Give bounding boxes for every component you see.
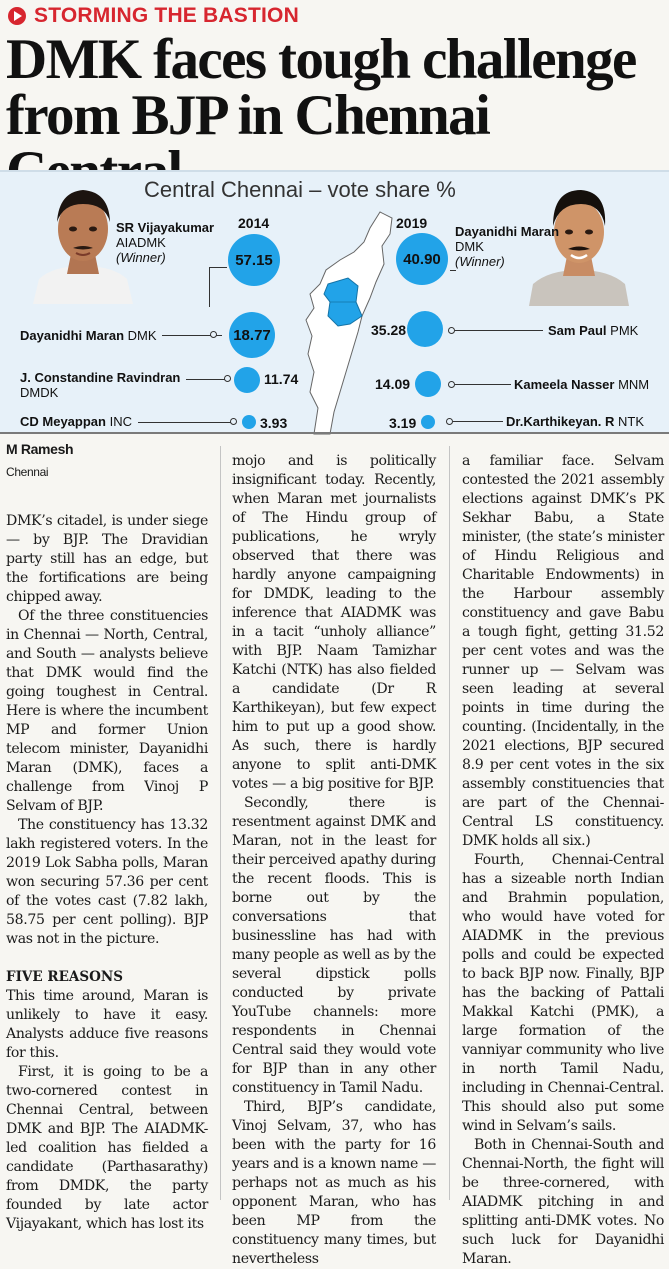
cand-2019-4: Dr.Karthikeyan. R NTK	[506, 414, 644, 429]
year-2014-label: 2014	[238, 215, 270, 231]
play-arrow-icon	[8, 7, 26, 25]
vote-share-graphic	[0, 170, 669, 432]
article-column-1	[6, 441, 208, 1234]
paragraph: Of the three constituencies in Chennai — North, Central, and South — analysts believe that DMK would find the going toughest in Central. Here is where the incumbent MP and former Union telecom minister, Dayanidhi Maran (DMK), faces a challenge from Vinoj P Selvam of BJP.	[6, 608, 208, 814]
year-2019-label: 2019	[396, 215, 428, 231]
paragraph: DMK’s citadel, is under siege — by BJP. The Dravidian party still has an edge, but the fortifications are being chipped away.	[6, 513, 208, 605]
subhead: FIVE REASONS	[6, 969, 123, 985]
bubble-2019-maran: 40.90	[396, 233, 448, 285]
kicker-text: STORMING THE BASTION	[34, 4, 299, 27]
bubble-2019-kameela	[415, 371, 441, 397]
paragraph: First, it is going to be a two-cornered contest in Chennai Central, between DMK and BJP. The AIADMK-led coalition has fielded a candidate (Parthasarathy) from DMDK, the party founded by late actor Vijayakant, which has lost its	[6, 1064, 208, 1232]
bubble-2019-karthikeyan	[421, 415, 435, 429]
section-rule	[0, 432, 669, 434]
cand-2019-1: Dayanidhi Maran DMK (Winner)	[455, 224, 560, 269]
paragraph: a familiar face. Selvam contested the 2021 assembly elections against DMK’s PK Sekhar Babu, a State minister, (the state’s minister of Hindu Religious and Charitable Endowments) in the Harbour assembly constituency and gave Babu a tough fight, getting 31.52 per cent votes and was the runner up — Selvam was seen leading at several points in time during the counting. (Incidentally, in the 2021 elections, BJP secured 8.9 per cent votes in the six assembly constituencies that are part of the Chennai-Central LS constituency. DMK holds all six.)	[462, 453, 664, 849]
cand-2014-4: CD Meyappan INC	[20, 414, 132, 429]
headline: DMK faces tough challenge from BJP in Chennai	[6, 28, 636, 147]
bubble-2014-vijayakumar: 57.15	[228, 234, 280, 286]
paragraph: Secondly, there is resentment against DMK and Maran, not in the least for their perceived apathy during the recent floods. This is borne out by the conversations that businessline has had with many people as well as by the several dipstick polls conducted by private YouTube channels: more respondents in Chennai Central said they would vote for BJP than in any other constituency in Tamil Nadu.	[232, 795, 437, 1096]
byline: M Ramesh	[6, 441, 74, 457]
paragraph: This time around, Maran is unlikely to have it easy. Analysts adduce five reasons for this.	[6, 988, 208, 1061]
value-2014-ravindran: 11.74	[264, 371, 299, 387]
paragraph: Fourth, Chennai-Central has a sizeable north Indian and Brahmin population, who would have voted for AIADMK in the previous polls and could be expected to back BJP now. Finally, BJP has the backing of Pattali Makkal Katchi (PMK), a large formation of the vanniyar community who live in north Tamil Nadu, including in Chennai-Central. This should also put some wind in Selvam’s sails.	[462, 852, 664, 1134]
value-2019-kameela: 14.09	[375, 376, 411, 392]
article-column-2	[232, 452, 436, 1269]
bubble-2014-ravindran	[234, 367, 260, 393]
value-2014-meyappan: 3.93	[260, 415, 288, 431]
column-divider	[220, 446, 221, 1200]
cand-2014-3: J. Constandine Ravindran DMDK	[20, 370, 181, 400]
bubble-2019-sampaul	[407, 311, 443, 347]
cand-2014-1: SR Vijayakumar AIADMK (Winner)	[116, 220, 215, 265]
paragraph: Third, BJP’s candidate, Vinoj Selvam, 37, who has been with the party for 16 years and is a known name — perhaps not as much as his opponent Maran, who has been MP from the constituency many times, but nevertheless	[232, 1099, 436, 1267]
value-2019-sampaul: 35.28	[371, 322, 407, 338]
cand-2014-2: Dayanidhi Maran DMK	[20, 328, 157, 343]
cand-2019-3: Kameela Nasser MNM	[514, 377, 650, 392]
article-column-3	[462, 452, 664, 1269]
column-divider	[449, 446, 450, 1200]
graphic-title: Central Chennai – vote share %	[144, 177, 456, 202]
cand-2019-2: Sam Paul PMK	[548, 323, 639, 338]
value-2019-karthikeyan: 3.19	[389, 415, 417, 431]
kicker	[8, 4, 299, 28]
paragraph: The constituency has 13.32 lakh registered voters. In the 2019 Lok Sabha polls, Maran won securing 57.36 per cent of the votes cast (7.82 lakh, 58.75 per cent polling). BJP was not in the picture.	[6, 817, 208, 947]
bubble-2014-maran: 18.77	[229, 312, 275, 358]
dateline: Chennai	[6, 465, 49, 479]
paragraph: mojo and is politically insignificant today. Recently, when Maran met journalists of The Hindu group of publications, he wryly observed that there was hardly anyone campaigning for DMDK, leading to the inference that AIADMK was in a tacit “unholy alliance” with BJP. Naam Tamizhar Katchi (NTK) has also fielded a candidate (Dr R Karthikeyan), but few expect him to put up a good show. As such, there is hardly anyone to split anti-DMK votes — a big positive for BJP.	[232, 453, 436, 792]
paragraph: Both in Chennai-South and Chennai-North, the fight will be three-cornered, with AIADMK pitching in and splitting anti-DMK votes. No such luck for Dayanidhi Maran.	[462, 1137, 664, 1267]
bubble-2014-meyappan	[242, 415, 256, 429]
